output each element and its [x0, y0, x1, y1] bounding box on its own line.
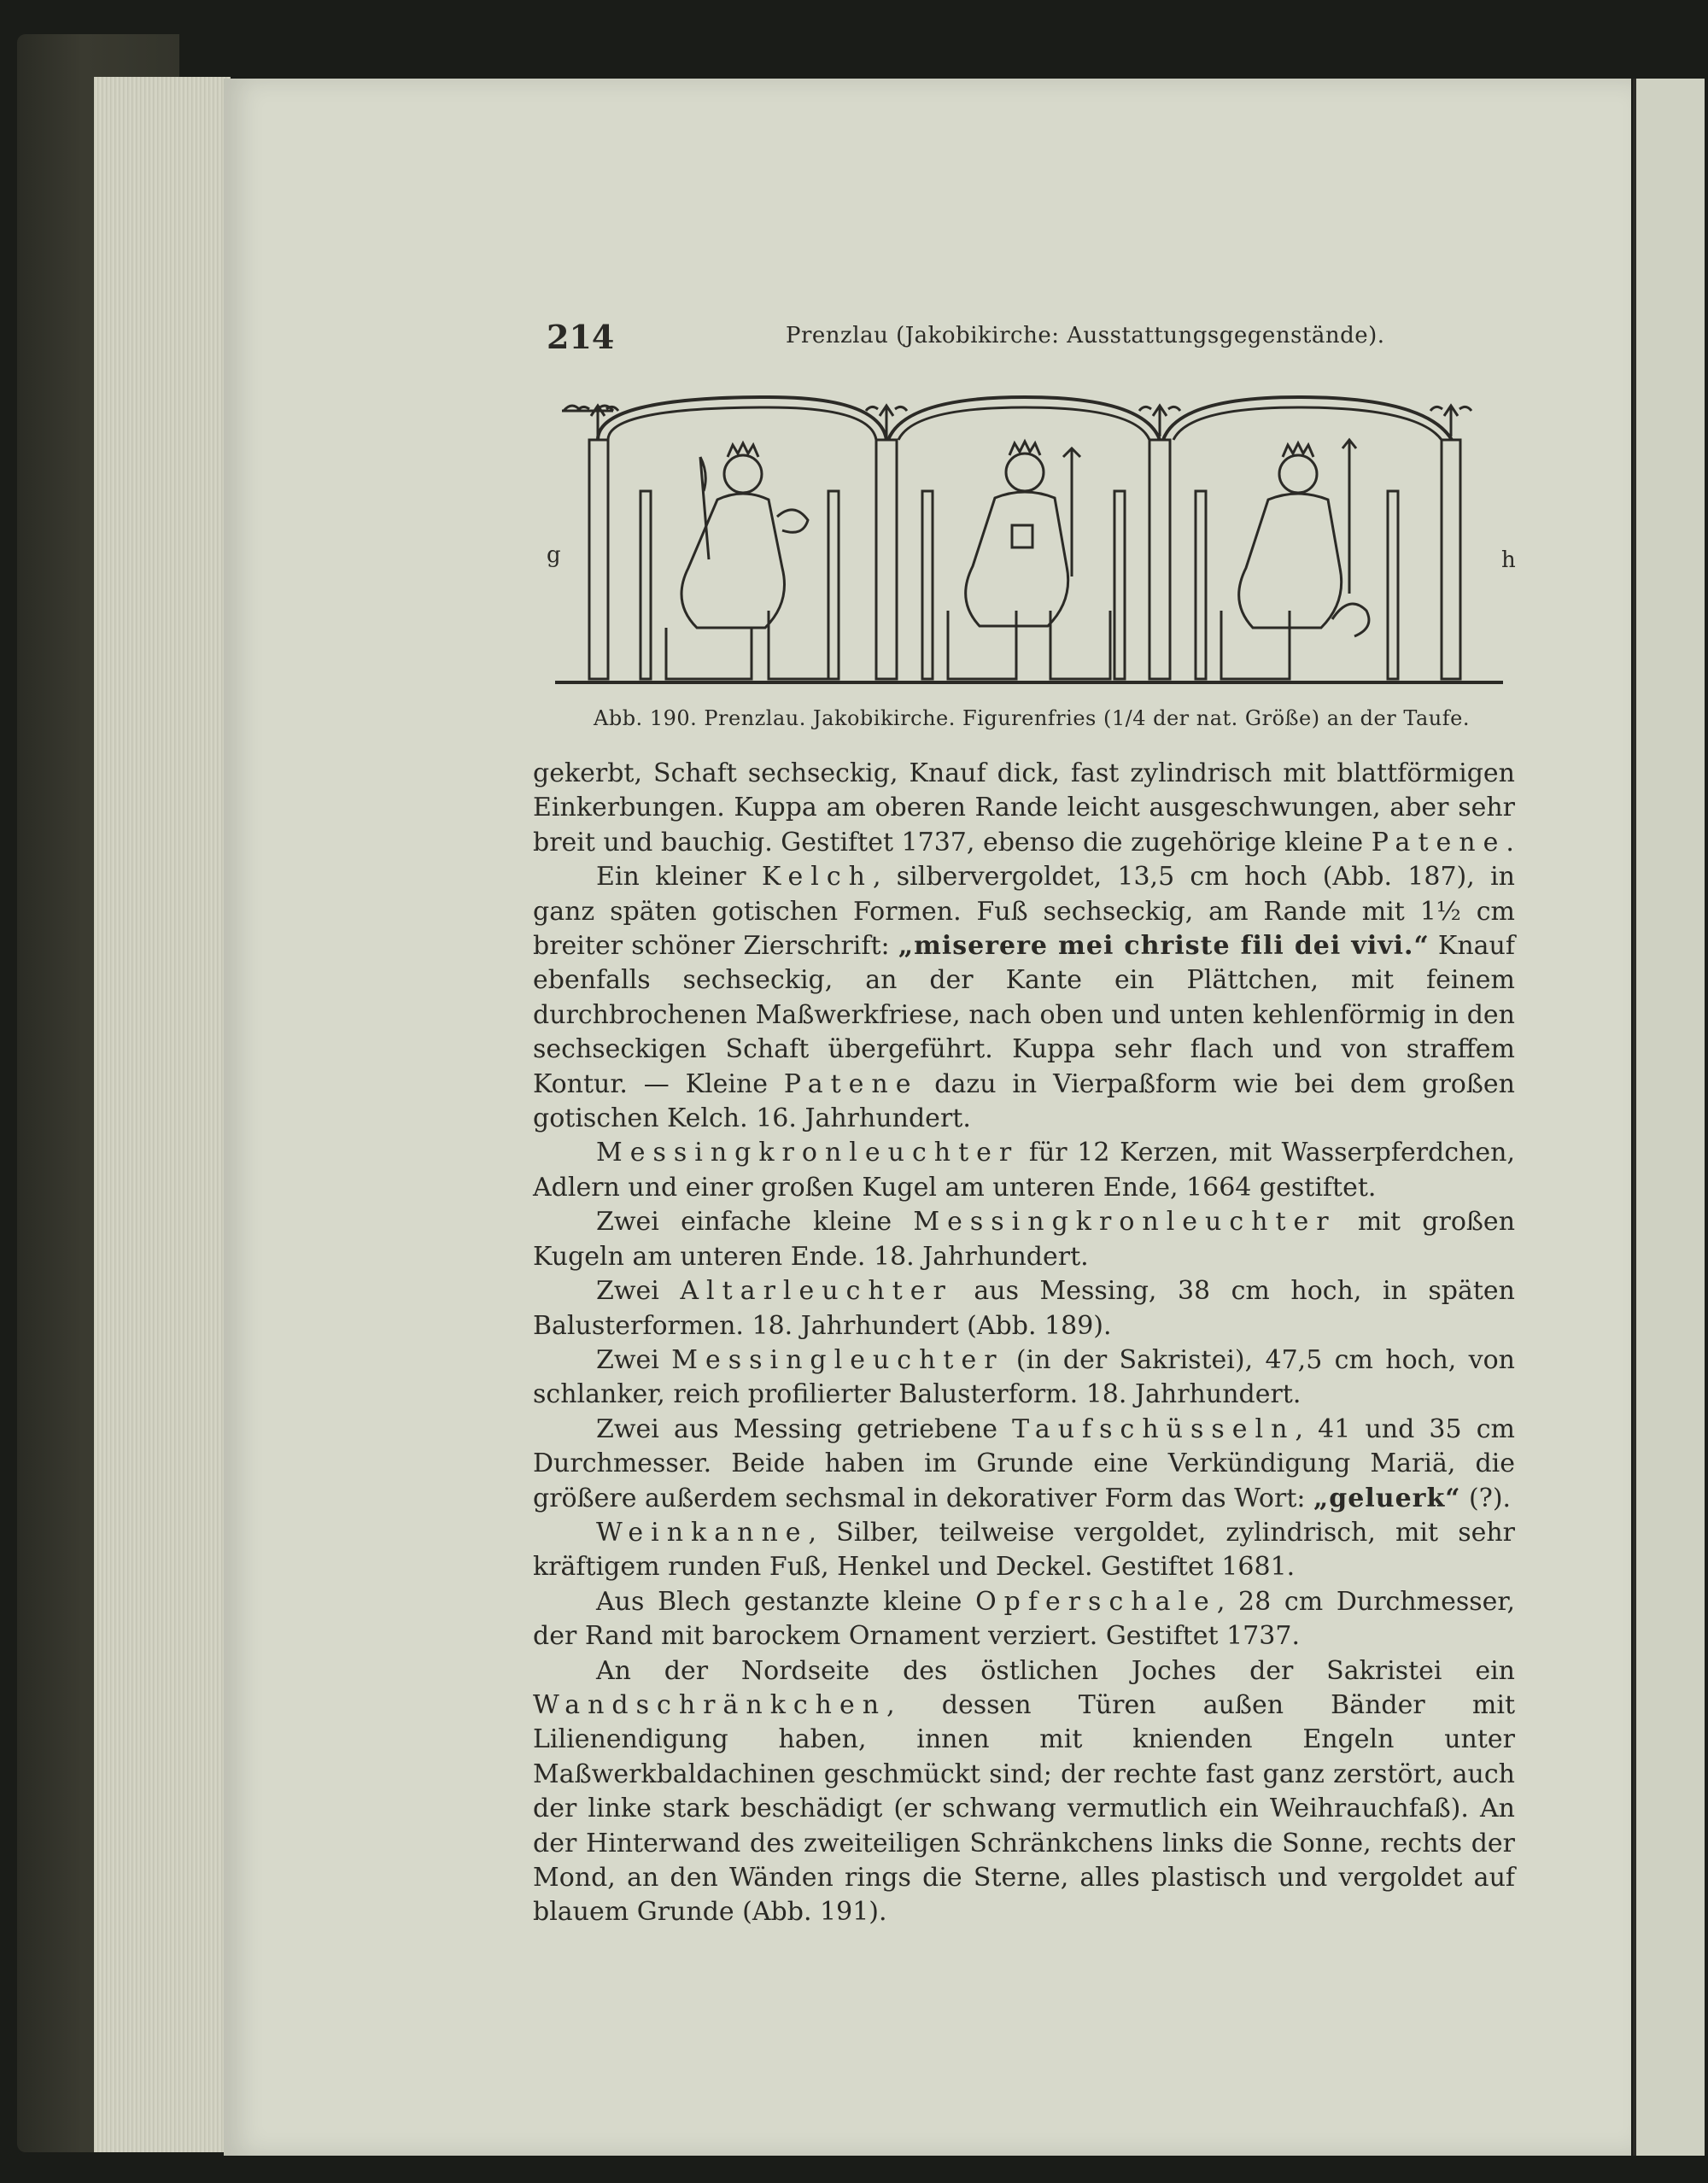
text-run: Zwei aus Messing getriebene [596, 1413, 1013, 1444]
text-run: Zwei [596, 1276, 681, 1307]
emphasized-term: Patene [1371, 827, 1506, 857]
paragraph [533, 1205, 1515, 1274]
text-run: , 41 und 35 cm Durchmesser. Beide haben im Grunde eine Verkündigung Mariä, die größere außerdem sechsmal in dekorativer Form das Wort: [533, 1413, 1515, 1513]
emphasized-term: Kelch [761, 862, 873, 893]
paragraph [533, 1343, 1515, 1413]
text-run: (in der Sakristei), 47,5 cm hoch, von schlanker, reich profilierter Balusterform. 18. Jahrhundert. [533, 1344, 1515, 1410]
emphasized-term: Opferschale [975, 1586, 1217, 1617]
text-run: Zwei einfache kleine [596, 1207, 914, 1238]
frieze-illustration-icon [547, 389, 1512, 696]
page-number: 214 [547, 318, 615, 356]
body-text [533, 757, 1515, 1930]
figure-label-left: g [547, 542, 561, 568]
paragraph [533, 1654, 1515, 1930]
page-edges [94, 77, 231, 2152]
figure-label-right: h [1501, 547, 1516, 573]
text-run: . [1506, 827, 1514, 857]
text-run: An der Nordseite des östlichen Joches der Sakristei ein [596, 1655, 1515, 1686]
running-head: Prenzlau (Jakobikirche: Ausstattungsgegenstände). [786, 323, 1385, 348]
page-header [547, 318, 1385, 360]
paragraph [533, 757, 1515, 860]
text-run: für 12 Kerzen, mit Wasserpferdchen, Adlern und einer großen Kugel am unteren Ende, 1664 gestiftet. [533, 1138, 1515, 1203]
figure-frieze [547, 389, 1516, 696]
paragraph [533, 1516, 1515, 1585]
emphasized-term: Messingkronleuchter [913, 1207, 1337, 1238]
emphasized-term: „geluerk“ [1313, 1483, 1461, 1513]
figure-caption: Abb. 190. Prenzlau. Jakobikirche. Figurenfries (1/4 der nat. Größe) an der Taufe. [594, 706, 1470, 730]
emphasized-term: Patene [783, 1068, 919, 1099]
text-run: (?). [1460, 1483, 1512, 1513]
text-run: Aus Blech gestanzte kleine [596, 1586, 976, 1617]
text-run: Zwei [596, 1344, 672, 1375]
text-run: Ein kleiner [596, 862, 762, 893]
text-run: dazu in Vierpaßform wie bei dem großen gotischen Kelch. 16. Jahrhundert. [533, 1068, 1515, 1134]
text-run: mit großen Kugeln am unteren Ende. 18. Jahrhundert. [533, 1207, 1516, 1272]
text-run: , 28 cm Durchmesser, der Rand mit barockem Ornament verziert. Gestiftet 1737. [533, 1586, 1515, 1652]
text-run: gekerbt, Schaft sechseckig, Knauf dick, fast zylindrisch mit blattförmigen Einkerbungen. Kuppa am oberen Rande leicht ausgeschwungen, aber sehr breit und bauchig. Gestiftet 1737, ebenso die zugehörige kleine [533, 758, 1515, 857]
emphasized-term: Wandschränkchen [533, 1689, 887, 1720]
text-run: Knauf ebenfalls sechseckig, an der Kante ein Plättchen, mit feinem durchbrochenen Maßwerkfriese, nach oben und unten kehlenförmig in den sechseckigen Schaft übergeführt. Kuppa sehr flach und von straffem Kontur. — Kleine [533, 931, 1515, 1099]
emphasized-term: Taufschüsseln [1012, 1413, 1296, 1444]
paragraph [533, 1413, 1515, 1516]
adjacent-page [1633, 79, 1705, 2156]
paragraph [533, 1585, 1515, 1654]
emphasized-term: Altarleuchter [680, 1276, 953, 1307]
text-run: , dessen Türen außen Bänder mit Lilienendigung haben, innen mit knienden Engeln unter Maßwerkbaldachinen geschmückt sind; der rechte fast ganz zerstört, auch der linke stark beschädigt (er schwang vermutlich ein Weihrauchfaß). An der Hinterwand des zweiteiligen Schränkchens links die Sonne, rechts der Mond, an den Wänden rings die Sterne, alles plastisch und vergoldet auf blauem Grunde (Abb. 191). [533, 1689, 1515, 1928]
text-run: aus Messing, 38 cm hoch, in späten Balusterformen. 18. Jahrhundert (Abb. 189). [533, 1276, 1515, 1341]
emphasized-term: Weinkanne [596, 1517, 809, 1548]
text-run: , silbervergoldet, 13,5 cm hoch (Abb. 187), in ganz späten gotischen Formen. Fuß sechseckig, am Rande mit 1½ cm breiter schöner Zierschrift: [533, 862, 1515, 962]
text-run: , Silber, teilweise vergoldet, zylindrisch, mit sehr kräftigem runden Fuß, Henkel und Deckel. Gestiftet 1681. [533, 1517, 1515, 1583]
paragraph [533, 860, 1515, 1136]
paragraph [533, 1136, 1515, 1205]
paragraph [533, 1274, 1515, 1343]
emphasized-term: Messingleuchter [671, 1344, 1004, 1375]
emphasized-term: Messingkronleuchter [596, 1138, 1020, 1168]
emphasized-term: „miserere mei christe fili dei vivi.“ [898, 931, 1430, 962]
